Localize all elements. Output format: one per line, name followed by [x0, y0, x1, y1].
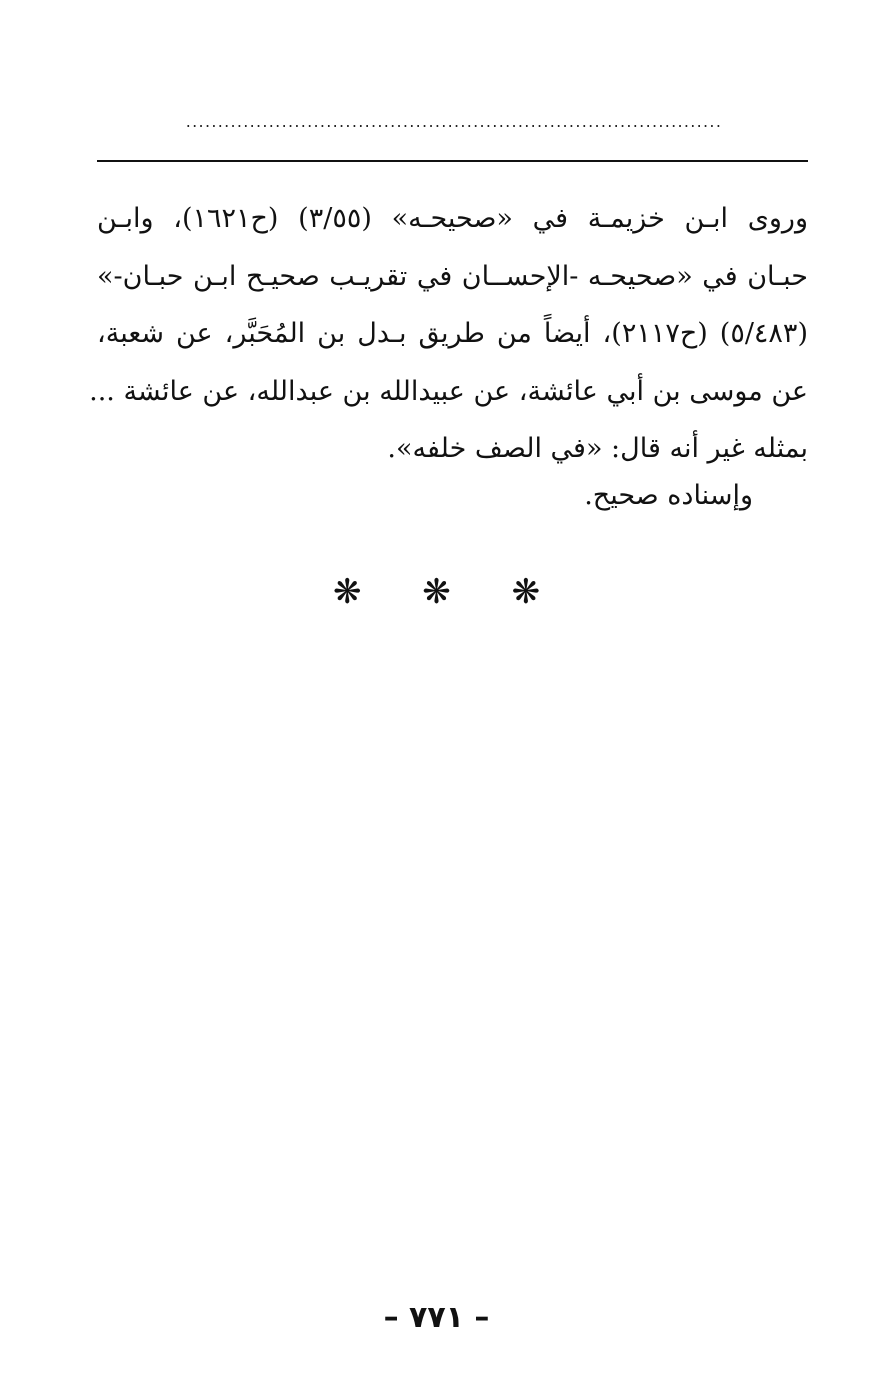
header-dotted-line: ....................................................................................	[185, 112, 723, 131]
header-rule	[97, 160, 808, 162]
asterism-star-icon: ❋	[332, 572, 362, 612]
asterism-star-icon: ❋	[422, 572, 451, 612]
asterism-star-icon: ❋	[511, 572, 541, 612]
section-separator	[0, 572, 873, 612]
text-line-1: وروى ابـن خزيمـة في «صحيحـه» (٣/٥٥) (ح١٦٢١)، وابـن	[97, 203, 808, 234]
text-line-5: بمثله غير أنه قال: «في الصف خلفه».	[387, 433, 808, 464]
isnad-verdict: وإسناده صحيح.	[584, 480, 753, 511]
text-line-4: عن موسى بن أبي عائشة، عن عبيدالله بن عبدالله، عن عائشة ...	[89, 375, 808, 407]
page-number: – ٧٧١ –	[383, 1300, 490, 1335]
main-text	[89, 190, 808, 478]
text-line-3: (٥/٤٨٣) (ح٢١١٧)، أيضاً من طريق بـدل بن المُحَبَّر، عن شعبة،	[97, 318, 808, 349]
text-line-2: حبـان في «صحيحـه -الإحســان في تقريـب صحيـح ابـن حبـان-»	[97, 260, 808, 292]
